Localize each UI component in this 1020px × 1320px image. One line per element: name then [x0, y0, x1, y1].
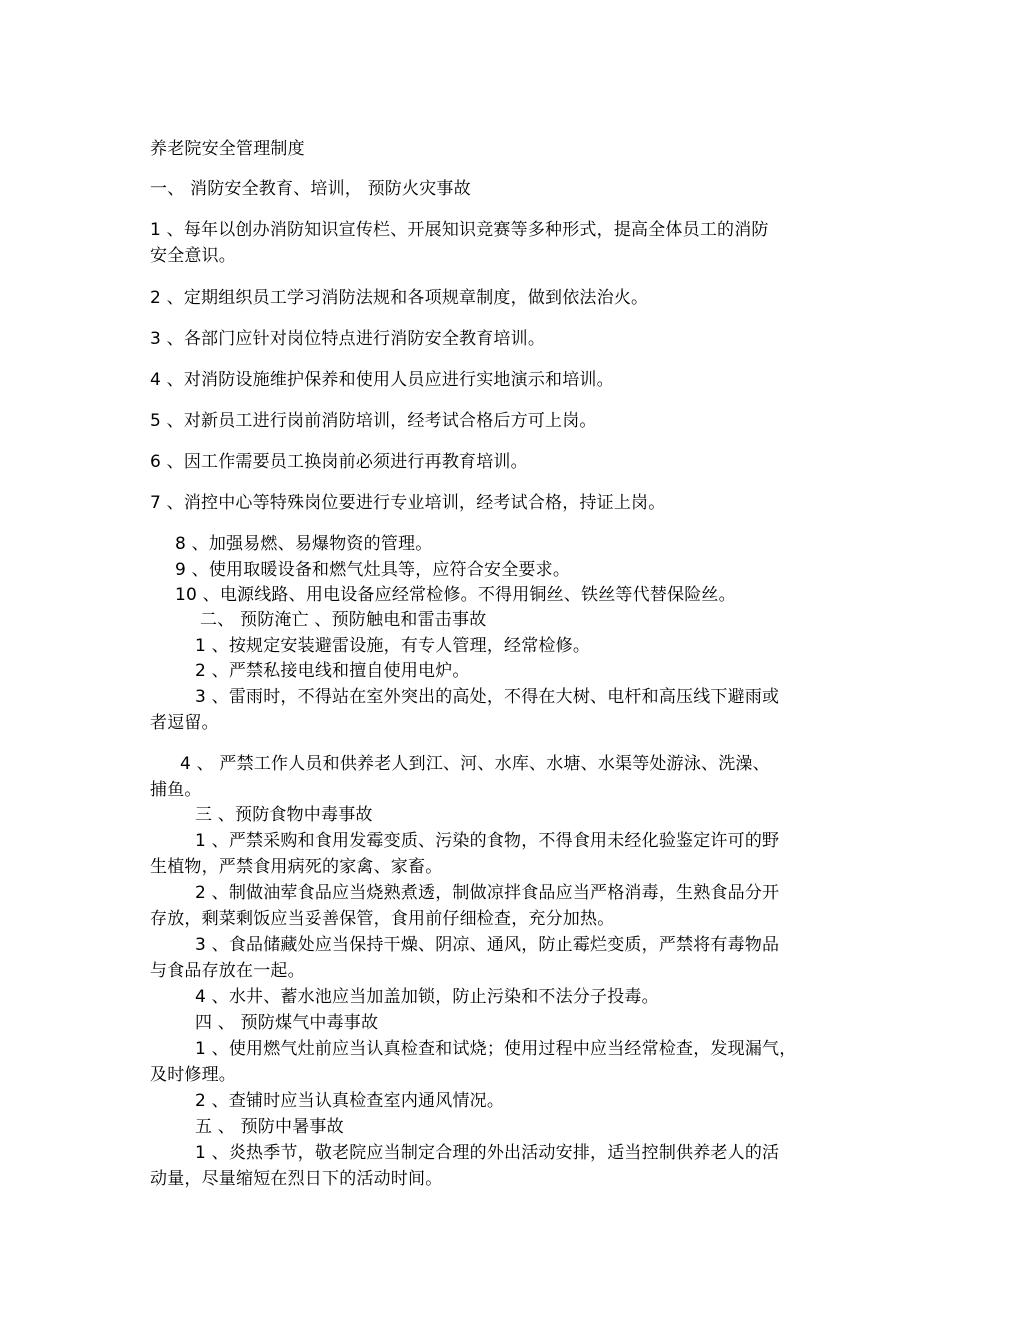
paragraph-line: 1 、严禁采购和食用发霉变质、污染的食物，不得食用未经化验鉴定许可的野: [195, 831, 780, 851]
paragraph-line: 8 、加强易燃、易爆物资的管理。: [175, 534, 433, 554]
paragraph-line: 2 、定期组织员工学习消防法规和各项规章制度，做到依法治火。: [150, 288, 649, 308]
paragraph-line: 3 、食品储藏处应当保持干燥、阴凉、通风，防止霉烂变质，严禁将有毒物品: [195, 935, 780, 955]
section-heading-5: 五 、 预防中暑事故: [195, 1117, 344, 1137]
paragraph-line: 3 、雷雨时，不得站在室外突出的高处，不得在大树、电杆和高压线下避雨或: [195, 687, 780, 707]
paragraph-line: 5 、对新员工进行岗前消防培训，经考试合格后方可上岗。: [150, 411, 597, 431]
paragraph-line: 1 、使用燃气灶前应当认真检查和试烧；使用过程中应当经常检查，发现漏气，: [195, 1039, 797, 1059]
paragraph-line: 7 、消控中心等特殊岗位要进行专业培训，经考试合格，持证上岗。: [150, 493, 666, 513]
section-heading-4: 四 、 预防煤气中毒事故: [195, 1013, 379, 1033]
paragraph-line: 动量，尽量缩短在烈日下的活动时间。: [150, 1169, 443, 1189]
paragraph-line: 4 、对消防设施维护保养和使用人员应进行实地演示和培训。: [150, 370, 614, 390]
paragraph-line: 10 、电源线路、用电设备应经常检修。不得用铜丝、铁丝等代替保险丝。: [175, 585, 736, 605]
paragraph-line: 6 、因工作需要员工换岗前必须进行再教育培训。: [150, 452, 528, 472]
paragraph-line: 1 、每年以创办消防知识宣传栏、开展知识竞赛等多种形式，提高全体员工的消防: [150, 220, 769, 240]
paragraph-line: 3 、各部门应针对岗位特点进行消防安全教育培训。: [150, 329, 546, 349]
paragraph-line: 安全意识。: [150, 246, 236, 266]
paragraph-line: 2 、查铺时应当认真检查室内通风情况。: [195, 1091, 505, 1111]
paragraph-line: 者逗留。: [150, 713, 219, 733]
paragraph-line: 4 、水井、蓄水池应当加盖加锁，防止污染和不法分子投毒。: [195, 987, 659, 1007]
paragraph-line: 生植物，严禁食用病死的家禽、家畜。: [150, 857, 443, 877]
section-heading-1: 一、 消防安全教育、培训， 预防火灾事故: [150, 179, 471, 199]
paragraph-line: 2 、严禁私接电线和擅自使用电炉。: [195, 661, 470, 681]
paragraph-line: 及时修理。: [150, 1065, 236, 1085]
paragraph-line: 9 、使用取暖设备和燃气灶具等，应符合安全要求。: [175, 560, 571, 580]
paragraph-line: 存放，剩菜剩饭应当妥善保管，食用前仔细检查，充分加热。: [150, 909, 615, 929]
paragraph-line: 捕鱼。: [150, 780, 202, 800]
paragraph-line: 1 、按规定安装避雷设施，有专人管理，经常检修。: [195, 636, 591, 656]
section-heading-2: 二、 预防淹亡 、预防触电和雷击事故: [200, 610, 487, 630]
paragraph-line: 4 、 严禁工作人员和供养老人到江、河、水库、水塘、水渠等处游泳、洗澡、: [180, 754, 770, 774]
paragraph-line: 2 、制做油荤食品应当烧熟煮透，制做凉拌食品应当严格消毒，生熟食品分开: [195, 883, 780, 903]
paragraph-line: 1 、炎热季节，敬老院应当制定合理的外出活动安排，适当控制供养老人的活: [195, 1143, 780, 1163]
section-heading-3: 三 、预防食物中毒事故: [195, 805, 373, 825]
document-title: 养老院安全管理制度: [150, 139, 305, 159]
paragraph-line: 与食品存放在一起。: [150, 961, 305, 981]
